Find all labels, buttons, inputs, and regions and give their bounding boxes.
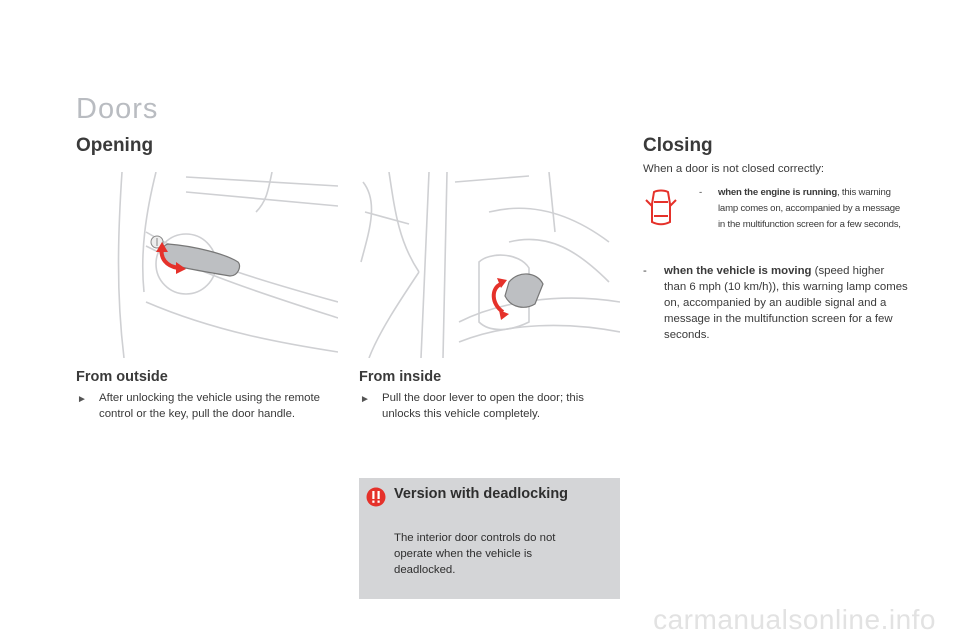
from-outside-text: After unlocking the vehicle using the remote control or the key, pull the door handle. <box>99 392 320 420</box>
page-title: Doors <box>76 93 159 125</box>
closing-item-1 <box>718 185 908 233</box>
closing-item-1-rest: , this warning lamp comes on, accompanied by a message in the multifunction screen for a few seconds, <box>718 187 901 230</box>
closing-item-1-bold: when the engine is running <box>718 187 837 198</box>
closing-heading: Closing <box>643 135 713 156</box>
door-open-warning-icon <box>644 188 678 233</box>
closing-intro: When a door is not closed correctly: <box>643 163 825 175</box>
inside-bullet-icon: ► <box>360 394 370 405</box>
deadlocking-title: Version with deadlocking <box>394 486 569 502</box>
opening-heading: Opening <box>76 135 154 156</box>
watermark: carmanualsonline.info <box>653 604 936 635</box>
outside-bullet-icon: ► <box>77 394 87 405</box>
deadlocking-text: The interior door controls do not operate when the vehicle is deadlocked. <box>394 532 556 576</box>
outside-door-handle-illustration <box>76 172 338 358</box>
from-inside-text: Pull the door lever to open the door; this unlocks this vehicle completely. <box>382 392 584 420</box>
closing-item-1-dash: - <box>699 187 702 198</box>
closing-item-2 <box>664 263 909 343</box>
from-outside-heading: From outside <box>76 369 168 385</box>
closing-item-2-dash: - <box>643 265 647 277</box>
inside-door-lever-illustration <box>359 172 620 358</box>
warning-double-exclamation-icon <box>366 487 386 512</box>
from-inside-heading: From inside <box>359 369 442 385</box>
closing-item-2-rest: (speed higher than 6 mph (10 km/h)), this warning lamp comes on, accompanied by an audible signal and a message in the multifunction screen for a few seconds. <box>664 265 908 341</box>
closing-item-2-bold: when the vehicle is moving <box>664 265 812 277</box>
